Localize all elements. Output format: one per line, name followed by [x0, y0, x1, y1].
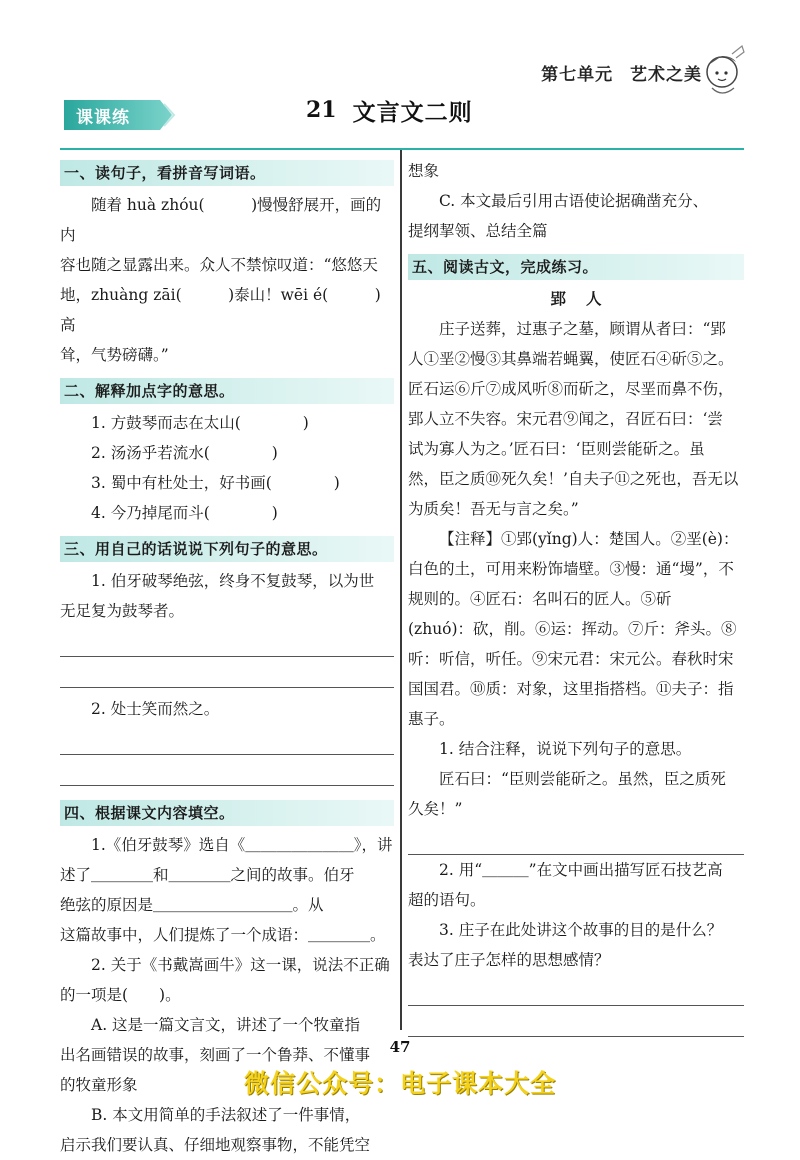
s5-question-3-cont: 表达了庄子怎样的思想感情？	[408, 951, 610, 969]
option-b: B. 本文用简单的手法叙述了一件事情，	[91, 1106, 361, 1124]
s5-question-1: 1. 结合注释，说说下列句子的意思。	[439, 740, 692, 758]
s4-line: 的一项是( )。	[60, 986, 181, 1004]
section-1-title: 一、读句子，看拼音写词语。	[60, 160, 394, 186]
s5-question-3: 3. 庄子在此处讲这个故事的目的是什么？	[439, 921, 723, 939]
s1-line: 耸，气势磅礴。”	[60, 346, 169, 364]
answer-line[interactable]	[60, 626, 394, 657]
right-column	[408, 152, 744, 1037]
answer-line[interactable]	[408, 824, 744, 855]
notes-line: 国国君。⑩质：对象，这里指搭档。⑪夫子：指	[408, 680, 734, 698]
answer-line[interactable]	[60, 755, 394, 786]
passage-line: 匠石运⑥斤⑦成风听⑧而斫之，尽垩而鼻不伤，	[408, 380, 734, 398]
s3-question-1-cont: 无足复为鼓琴者。	[60, 602, 185, 620]
header-rule	[60, 148, 744, 150]
option-b-cont: 想象	[408, 162, 440, 180]
notes-line: (zhuó)：砍，削。⑥运：挥动。⑦斤：斧头。⑧	[408, 620, 737, 638]
passage-line: 郢人立不失容。宋元君⑨闻之，召匠石曰：‘尝	[408, 410, 723, 428]
unit-header	[531, 60, 702, 85]
passage-title: 郢人	[550, 290, 622, 308]
column-divider	[400, 150, 402, 1030]
footer-banner: 微信公众号：电子课本大全	[243, 1069, 556, 1098]
lesson-number: 21	[300, 97, 337, 123]
passage-line: 人①垩②慢③其鼻端若蝇翼，使匠石④斫⑤之。	[408, 350, 734, 368]
s4-line: 这篇故事中，人们提炼了一个成语：＿＿＿＿。	[60, 926, 386, 944]
answer-line[interactable]	[408, 975, 744, 1006]
girl-illustration-icon	[702, 42, 748, 102]
s2-item: 2. 汤汤乎若流水( )	[91, 444, 278, 462]
notes-line: 规则的。④匠石：名叫石的匠人。⑤斫	[408, 590, 672, 608]
s5-question-2: 2. 用“＿＿＿”在文中画出描写匠石技艺高	[439, 861, 723, 879]
notes-line: 【注释】①郢(yǐng)人：楚国人。②垩(è)：	[439, 530, 739, 548]
section-2-title: 二、解释加点字的意思。	[60, 378, 394, 404]
s5-question-1-quote-cont: 久矣！”	[408, 800, 463, 818]
answer-line[interactable]	[60, 724, 394, 755]
s2-item: 3. 蜀中有杜处士，好书画( )	[91, 474, 340, 492]
option-c: C. 本文最后引用古语使论据确凿充分、	[439, 192, 709, 210]
option-a: A. 这是一篇文言文，讲述了一个牧童指	[91, 1016, 361, 1034]
s5-question-1-quote: 匠石曰：“臣则尝能斫之。虽然，臣之质死	[439, 770, 726, 788]
left-column	[60, 152, 394, 1160]
s2-item: 4. 今乃掉尾而斗( )	[91, 504, 278, 522]
lesson-name: 文言文二则	[352, 99, 473, 126]
section-3-title: 三、用自己的话说说下列句子的意思。	[60, 536, 394, 562]
answer-line[interactable]	[408, 1006, 744, 1037]
s1-line: 地，zhuàng zāi( )泰山！wēi é( )高	[60, 286, 381, 334]
passage-line: 为质矣！吾无与言之矣。”	[408, 500, 579, 518]
s4-line: 述了＿＿＿＿和＿＿＿＿之间的故事。伯牙	[60, 866, 355, 884]
notes-line: 惠子。	[408, 710, 455, 728]
option-a-cont: 的牧童形象	[60, 1076, 138, 1094]
s3-question-2: 2. 处士笑而然之。	[91, 700, 220, 718]
passage-line: 试为寡人为之。’匠石曰：‘臣则尝能斫之。虽	[408, 440, 705, 458]
s4-line: 绝弦的原因是＿＿＿＿＿＿＿＿＿。从	[60, 896, 324, 914]
option-a-cont: 出名画错误的故事，刻画了一个鲁莽、不懂事	[60, 1046, 371, 1064]
s4-line: 2. 关于《书戴嵩画牛》这一课，说法不正确	[91, 956, 390, 974]
s3-question-1: 1. 伯牙破琴绝弦，终身不复鼓琴，以为世	[91, 572, 375, 590]
passage-line: 然，臣之质⑩死久矣！’自夫子⑪之死也，吾无以	[408, 470, 739, 488]
s4-line: 1.《伯牙鼓琴》选自《＿＿＿＿＿＿＿》，讲	[91, 836, 393, 854]
section-4-title: 四、根据课文内容填空。	[60, 800, 394, 826]
s2-item: 1. 方鼓琴而志在太山( )	[91, 414, 309, 432]
s5-question-2-cont: 超的语句。	[408, 891, 486, 909]
option-c-cont: 提纲挈领、总结全篇	[408, 222, 548, 240]
tag-label: 课课练	[76, 108, 130, 128]
passage-line: 庄子送葬，过惠子之墓，顾谓从者曰：“郢	[439, 320, 726, 338]
notes-line: 白色的土，可用来粉饰墙壁。③慢：通“墁”，不	[408, 560, 734, 578]
section-5-title: 五、阅读古文，完成练习。	[408, 254, 744, 280]
option-b-cont: 启示我们要认真、仔细地观察事物，不能凭空	[60, 1136, 371, 1154]
unit-theme: 艺术之美	[630, 65, 702, 85]
answer-line[interactable]	[60, 657, 394, 688]
page-number: 47	[389, 1038, 411, 1056]
s1-line: 容也随之显露出来。众人不禁惊叹道：“悠悠天	[60, 256, 378, 274]
unit-label: 第七单元	[541, 65, 614, 85]
s1-line: 随着 huà zhóu( )慢慢舒展开，画的内	[60, 196, 382, 244]
notes-line: 听：听信，听任。⑨宋元君：宋元公。春秋时宋	[408, 650, 734, 668]
lesson-title	[300, 92, 473, 128]
